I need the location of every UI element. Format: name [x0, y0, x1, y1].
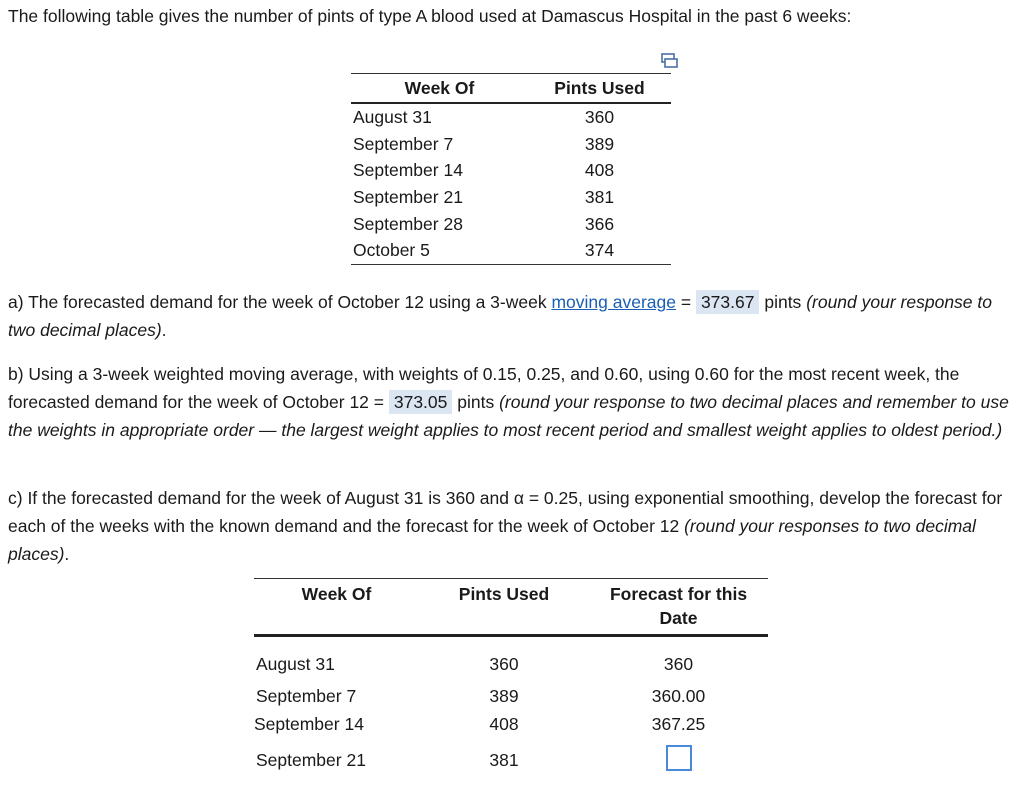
- week-cell: September 7: [256, 686, 357, 706]
- pints-used-header: Pints Used: [528, 74, 671, 104]
- week-cell: September 7: [353, 133, 454, 154]
- forecast-input[interactable]: [666, 745, 692, 771]
- part-a-note: (round your response to two decimal places): [8, 292, 992, 340]
- part-b-unit: pints: [452, 392, 500, 412]
- part-c-note: (round your responses to two decimal places): [8, 516, 976, 564]
- part-a-question: [8, 288, 1020, 344]
- pints-cell: 389: [584, 133, 615, 154]
- table-row: [351, 103, 671, 131]
- week-cell: August 31: [256, 654, 335, 674]
- week-cell: September 21: [256, 750, 366, 770]
- table-row: [351, 237, 671, 264]
- week-of-header: Week Of: [351, 74, 528, 104]
- forecast-header: Forecast for this Date: [589, 579, 768, 636]
- part-a-equals: =: [676, 292, 696, 312]
- week-cell: September 14: [353, 160, 463, 181]
- pints-cell: 381: [584, 187, 615, 208]
- table-header-row: [254, 579, 768, 636]
- table-row: [351, 131, 671, 158]
- pints-cell: 408: [584, 160, 615, 181]
- week-cell: September 14: [254, 714, 364, 734]
- table-row: [254, 735, 768, 771]
- pints-cell: 381: [489, 750, 519, 770]
- week-cell: August 31: [353, 107, 432, 128]
- week-cell: September 21: [353, 187, 463, 208]
- part-b-text: b) Using a 3-week weighted moving average, with weights of 0.15, 0.25, and 0.60, using 0.60 for the most recent week, the forecasted demand for the week of October 12 =: [8, 364, 960, 412]
- week-cell: October 5: [353, 240, 430, 261]
- week-of-header: Week Of: [254, 579, 419, 636]
- pints-used-header: Pints Used: [419, 579, 589, 636]
- forecast-cell: 367.25: [651, 714, 706, 734]
- part-c-end: .: [64, 544, 70, 564]
- part-a-answer[interactable]: 373.67: [696, 290, 760, 314]
- pints-cell: 408: [489, 714, 519, 734]
- forecast-cell: 360.00: [651, 686, 706, 706]
- blood-usage-table: [351, 73, 671, 265]
- moving-average-link[interactable]: moving average: [551, 292, 676, 312]
- part-a-end: .: [161, 320, 167, 340]
- forecast-cell: 360: [663, 654, 694, 674]
- table-row: [254, 677, 768, 707]
- table-row: [351, 157, 671, 184]
- part-b-answer[interactable]: 373.05: [389, 390, 453, 414]
- pints-cell: 366: [584, 213, 615, 234]
- pints-cell: 360: [489, 654, 519, 674]
- table-header-row: [351, 74, 671, 104]
- forecast-cell: [589, 735, 768, 771]
- intro-text: The following table gives the number of pints of type A blood used at Damascus Hospital in the past 6 weeks:: [8, 6, 852, 26]
- copy-to-clipboard-icon[interactable]: [659, 52, 679, 70]
- table-row: [351, 184, 671, 211]
- table-row: [254, 707, 768, 735]
- exponential-smoothing-table: [254, 578, 768, 771]
- table-row: [351, 210, 671, 237]
- part-c-question: [8, 484, 1020, 568]
- part-a-text: a) The forecasted demand for the week of October 12 using a 3-week: [8, 292, 552, 312]
- pints-cell: 360: [584, 107, 615, 128]
- part-b-note: (round your response to two decimal places and remember to use the weights in appropriate order — the largest weight applies to most recent period and smallest weight applies to oldest period.): [8, 392, 1009, 440]
- pints-cell: 389: [489, 686, 519, 706]
- part-a-unit: pints: [759, 292, 807, 312]
- table-row: [254, 636, 768, 678]
- week-cell: September 28: [353, 213, 463, 234]
- part-b-question: [8, 360, 1020, 444]
- part-c-text: c) If the forecasted demand for the week of August 31 is 360 and α = 0.25, using exponential smoothing, develop the forecast for each of the weeks with the known demand and the forecast for the week of October 12: [8, 488, 1003, 536]
- pints-cell: 374: [584, 240, 615, 261]
